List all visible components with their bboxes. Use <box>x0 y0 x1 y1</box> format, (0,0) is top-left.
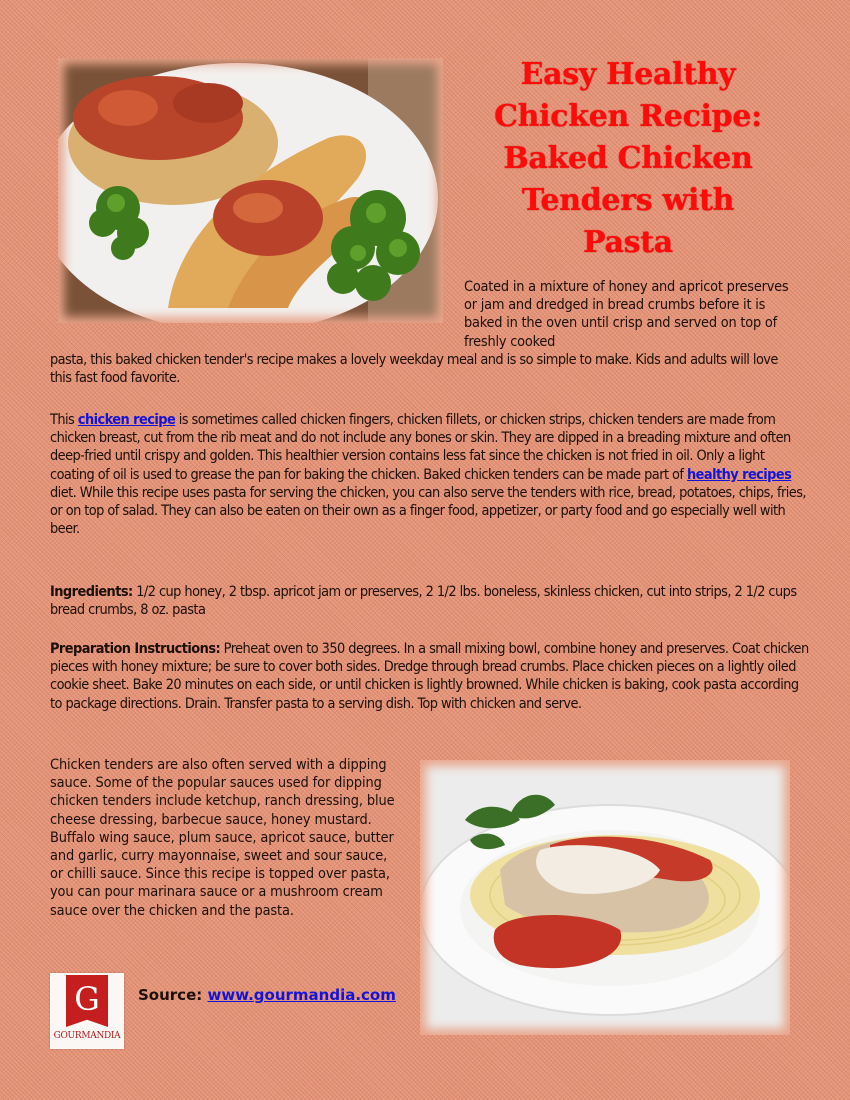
gourmandia-logo <box>50 973 124 1049</box>
intro-paragraph-right: Coated in a mixture of honey and apricot preserves or jam and dredged in bread crumbs before it is baked in the oven until crisp and served on top of freshly cooked <box>464 279 789 350</box>
top-food-photo <box>58 58 443 323</box>
logo-wordmark: GOURMANDIA <box>53 1031 121 1041</box>
chicken-parmesan-image <box>420 760 790 1035</box>
preparation-paragraph <box>50 640 810 713</box>
ingredients-paragraph <box>50 583 810 619</box>
source-label: Source: <box>138 986 208 1004</box>
title-line: Tenders with <box>521 183 735 218</box>
source-link[interactable]: www.gourmandia.com <box>207 986 396 1004</box>
source-line <box>138 986 396 1004</box>
logo-letter: G <box>74 980 100 1018</box>
bottom-food-photo <box>420 760 790 1035</box>
text: This <box>50 412 78 428</box>
ingredients-text: 1/2 cup honey, 2 tbsp. apricot jam or preserves, 2 1/2 lbs. boneless, skinless chicken, cut into strips, 2 1/2 cups bread crumbs, 8 oz. pasta <box>50 584 797 619</box>
title-line: Pasta <box>583 225 673 260</box>
chicken-recipe-link[interactable]: chicken recipe <box>77 412 176 428</box>
preparation-text: Preheat oven to 350 degrees. In a small mixing bowl, combine honey and preserves. Coat chicken pieces with honey mixture; be sure to cover both sides. Dredge through bread crumbs. Place chicken pieces on a lightly oiled cookie sheet. Bake 20 minutes on each side, or until chicken is lightly browned. While chicken is baking, cook pasta according to package directions. Drain. Transfer pasta to a serving dish. Top with chicken and serve. <box>50 641 809 712</box>
intro-paragraph-continued: pasta, this baked chicken tender's recipe makes a lovely weekday meal and is so simple to make. Kids and adults will love this fast food favorite. <box>50 352 778 387</box>
preparation-label: Preparation Instructions: <box>50 641 221 657</box>
title-line: Chicken Recipe: <box>494 99 762 134</box>
title-line: Baked Chicken <box>503 141 753 176</box>
description-paragraph <box>50 411 810 538</box>
ingredients-label: Ingredients: <box>50 584 133 600</box>
text: diet. While this recipe uses pasta for serving the chicken, you can also serve the tenders with rice, bread, potatoes, chips, fries, or on top of salad. They can also be eaten on their own as a finger food, appetizer, or party food and go especially well with beer. <box>50 484 806 538</box>
title-line: Easy Healthy <box>520 57 736 92</box>
text: is sometimes called chicken fingers, chicken fillets, or chicken strips, chicken tenders are made from chicken breast, cut from the rib meat and do not include any bones or skin. They are dipped in a breading mixture and often deep-fried until crispy and golden. This healthier version contains less fat since the chicken is not fried in oil. Only a light coating of oil is used to grease the pan for baking the chicken. Baked chicken tenders can be made part of <box>50 412 791 483</box>
sauces-paragraph: Chicken tenders are also often served with a dipping sauce. Some of the popular sauces used for dipping chicken tenders include ketchup, ranch dressing, blue cheese dressing, barbecue sauce, honey mustard. Buffalo wing sauce, plum sauce, apricot sauce, butter and garlic, curry mayonnaise, sweet and sour sauce, or chilli sauce. Since this recipe is topped over pasta, you can pour marinara sauce or a mushroom cream sauce over the chicken and the pasta. <box>50 757 395 919</box>
chicken-tenders-pasta-image <box>58 58 443 323</box>
page-title <box>468 54 788 264</box>
healthy-recipes-link[interactable]: healthy recipes <box>686 466 792 483</box>
